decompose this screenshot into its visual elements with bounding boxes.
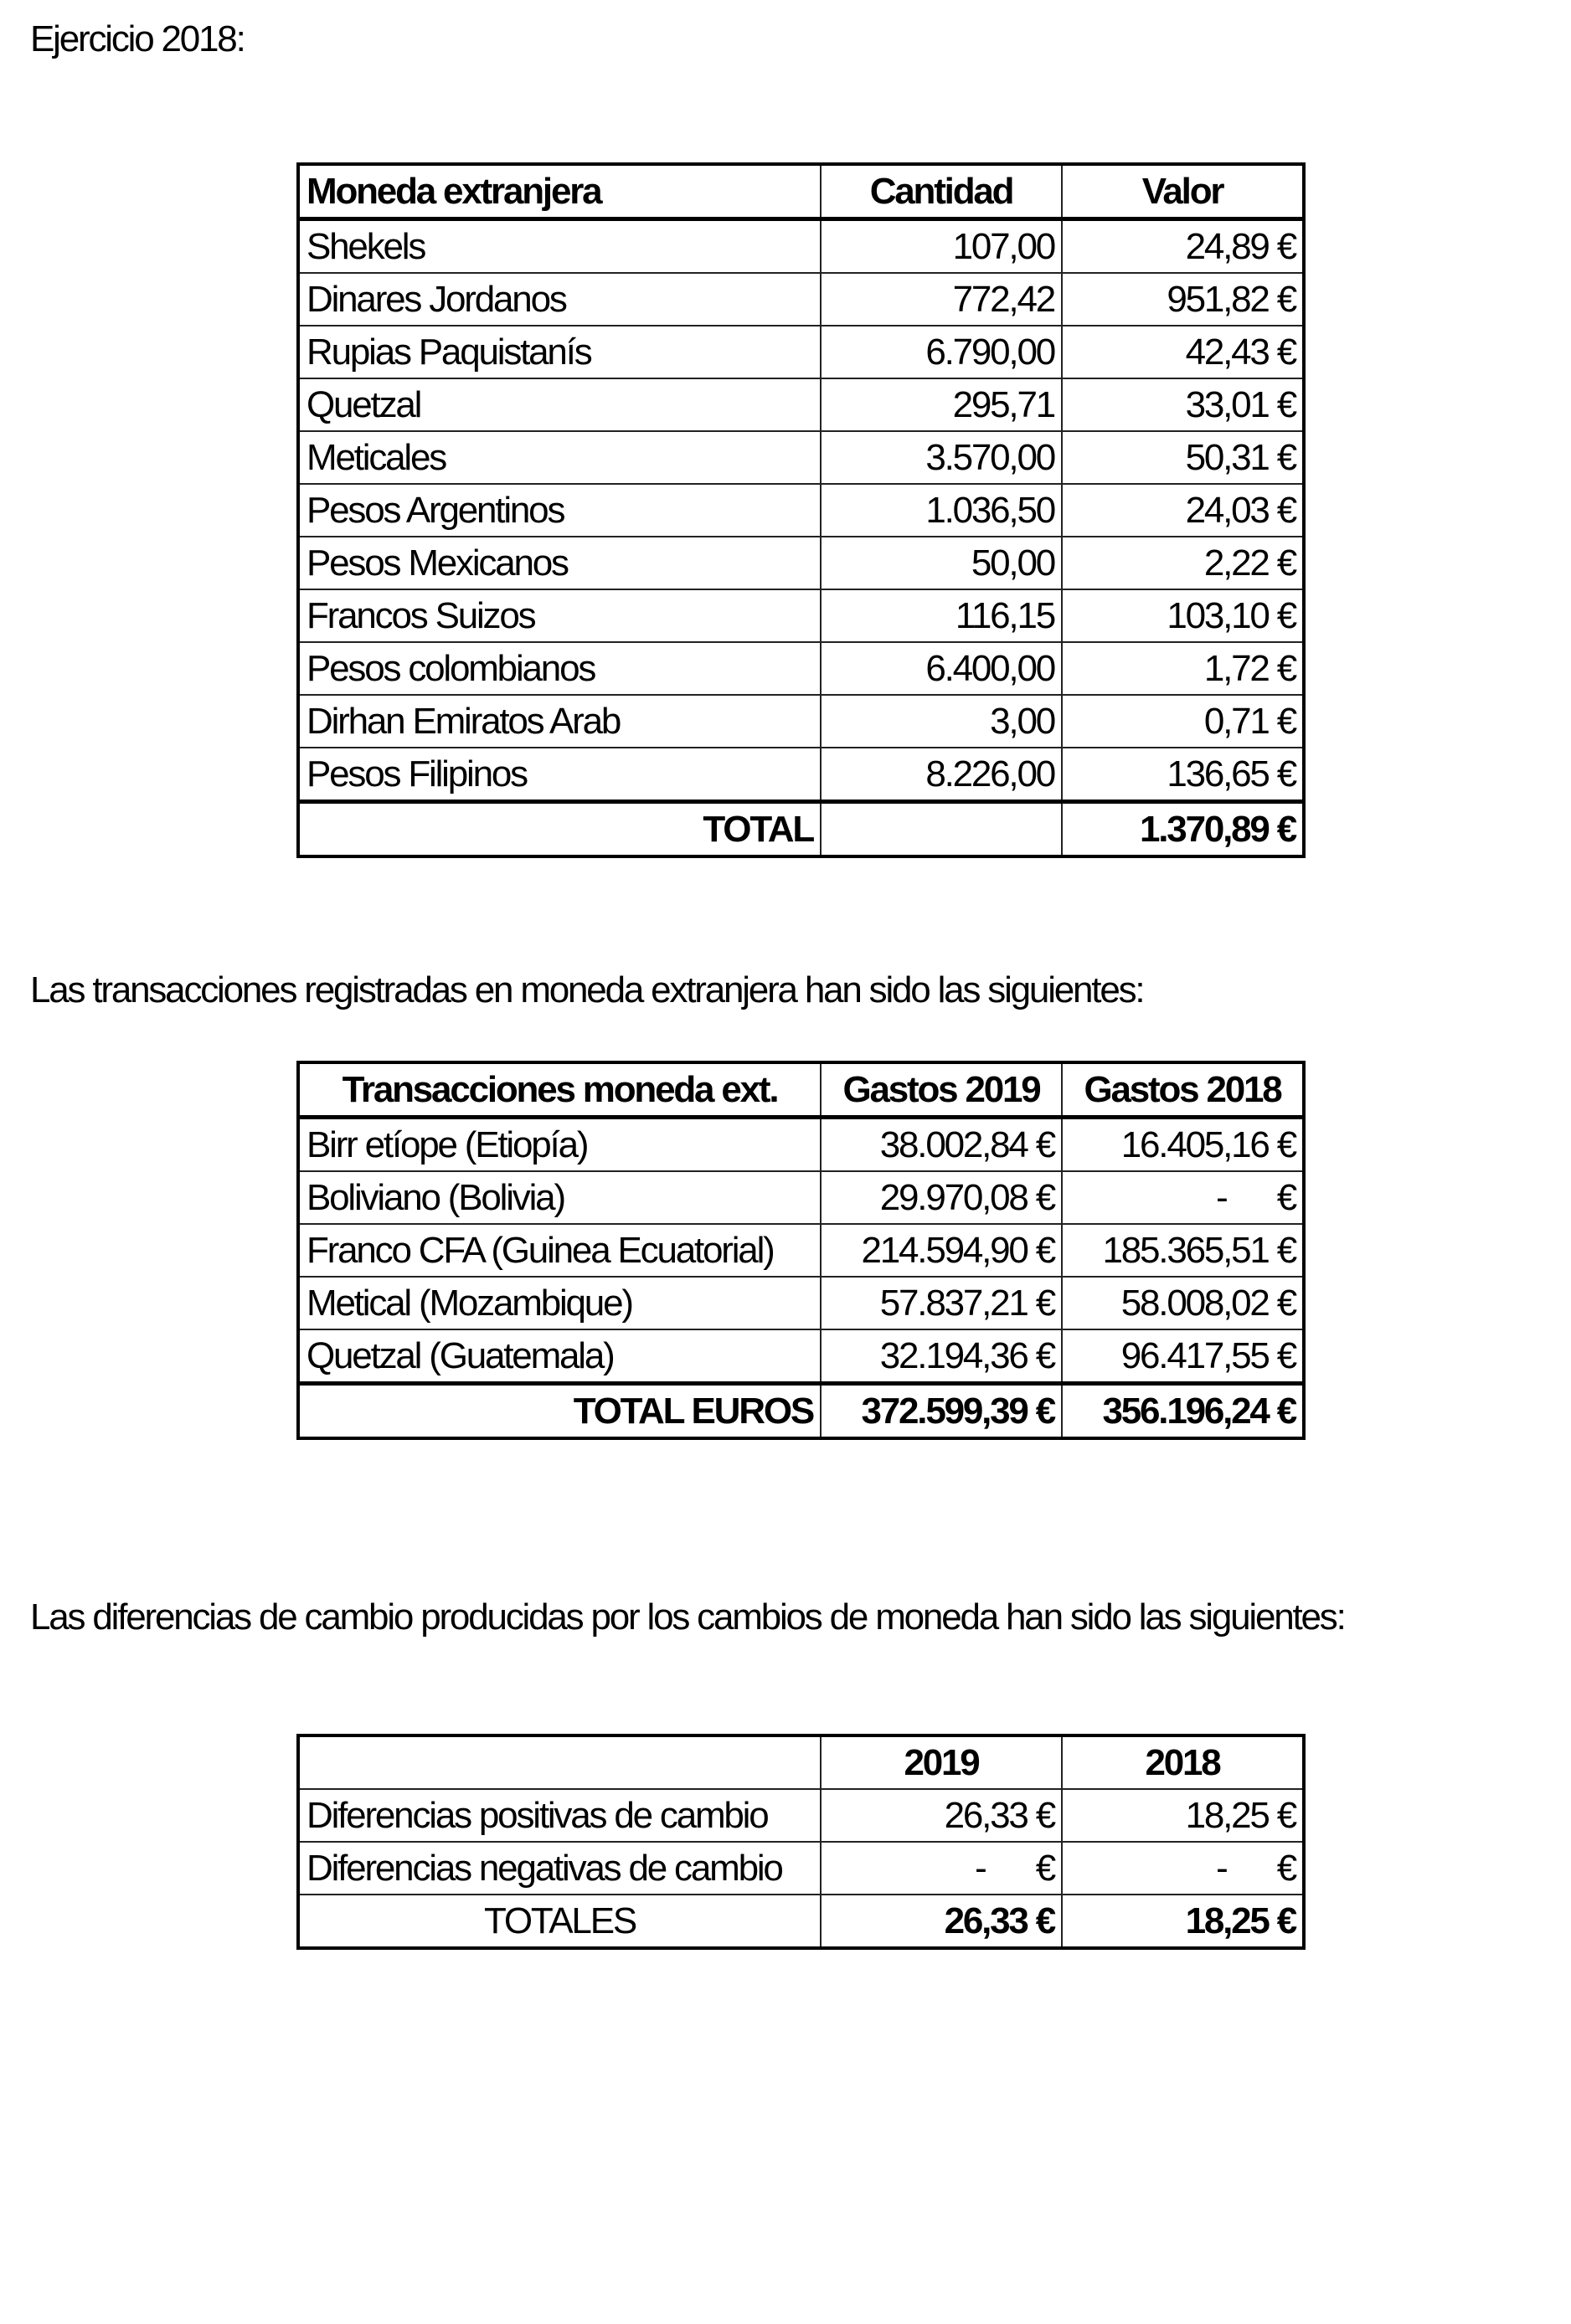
row-label: Pesos Argentinos bbox=[298, 484, 821, 537]
total-value: 1.370,89 € bbox=[1062, 802, 1304, 857]
row-label: Dinares Jordanos bbox=[298, 273, 821, 326]
row-value: 103,10 € bbox=[1062, 589, 1304, 642]
row-label: Diferencias positivas de cambio bbox=[298, 1789, 821, 1842]
row-value: 6.790,00 bbox=[821, 326, 1062, 378]
row-label: Pesos Filipinos bbox=[298, 748, 821, 802]
table-row bbox=[298, 748, 1304, 802]
row-label: Quetzal (Guatemala) bbox=[298, 1329, 821, 1384]
row-value: 0,71 € bbox=[1062, 695, 1304, 748]
header-valor: Valor bbox=[1062, 164, 1304, 219]
row-label: Metical (Mozambique) bbox=[298, 1277, 821, 1329]
table-row bbox=[298, 1118, 1304, 1172]
header-gastos-2019: Gastos 2019 bbox=[821, 1062, 1062, 1118]
row-label: Dirhan Emiratos Arab bbox=[298, 695, 821, 748]
table-row bbox=[298, 1329, 1304, 1384]
table-row bbox=[298, 1277, 1304, 1329]
row-value: 3.570,00 bbox=[821, 431, 1062, 484]
table-row bbox=[298, 589, 1304, 642]
row-value: - € bbox=[821, 1842, 1062, 1895]
row-label: Diferencias negativas de cambio bbox=[298, 1842, 821, 1895]
header-2018: 2018 bbox=[1062, 1735, 1304, 1789]
exchange-differences-intro: Las diferencias de cambio producidas por los cambios de moneda han sido las siguientes: bbox=[30, 1596, 1345, 1638]
row-value: 1,72 € bbox=[1062, 642, 1304, 695]
row-value: - € bbox=[1062, 1842, 1304, 1895]
row-value: 116,15 bbox=[821, 589, 1062, 642]
row-value: 6.400,00 bbox=[821, 642, 1062, 695]
total-label: TOTAL EUROS bbox=[298, 1384, 821, 1439]
row-value: 58.008,02 € bbox=[1062, 1277, 1304, 1329]
row-value: 33,01 € bbox=[1062, 378, 1304, 431]
table-row bbox=[298, 537, 1304, 589]
table-row bbox=[298, 484, 1304, 537]
row-value: 214.594,90 € bbox=[821, 1224, 1062, 1277]
total-empty bbox=[821, 802, 1062, 857]
row-value: 185.365,51 € bbox=[1062, 1224, 1304, 1277]
transactions-table bbox=[296, 1061, 1306, 1440]
row-value: 3,00 bbox=[821, 695, 1062, 748]
row-value: 2,22 € bbox=[1062, 537, 1304, 589]
row-value: 295,71 bbox=[821, 378, 1062, 431]
total-2018: 18,25 € bbox=[1062, 1895, 1304, 1948]
row-value: 772,42 bbox=[821, 273, 1062, 326]
row-label: Shekels bbox=[298, 219, 821, 274]
row-value: 57.837,21 € bbox=[821, 1277, 1062, 1329]
total-row bbox=[298, 1384, 1304, 1439]
table-row bbox=[298, 378, 1304, 431]
header-transacciones: Transacciones moneda ext. bbox=[298, 1062, 821, 1118]
row-label: Boliviano (Bolivia) bbox=[298, 1171, 821, 1224]
total-label: TOTALES bbox=[298, 1895, 821, 1948]
table-row bbox=[298, 1171, 1304, 1224]
total-2019: 372.599,39 € bbox=[821, 1384, 1062, 1439]
row-value: 50,31 € bbox=[1062, 431, 1304, 484]
row-value: 16.405,16 € bbox=[1062, 1118, 1304, 1172]
total-row bbox=[298, 802, 1304, 857]
table-row bbox=[298, 431, 1304, 484]
table-row bbox=[298, 1842, 1304, 1895]
row-value: 8.226,00 bbox=[821, 748, 1062, 802]
exchange-differences-table bbox=[296, 1734, 1306, 1950]
row-value: 32.194,36 € bbox=[821, 1329, 1062, 1384]
row-value: 1.036,50 bbox=[821, 484, 1062, 537]
transactions-intro: Las transacciones registradas en moneda extranjera han sido las siguientes: bbox=[30, 969, 1144, 1010]
table-header-row bbox=[298, 1062, 1304, 1118]
table-row bbox=[298, 642, 1304, 695]
table-row bbox=[298, 219, 1304, 274]
table-header-row bbox=[298, 164, 1304, 219]
row-label: Francos Suizos bbox=[298, 589, 821, 642]
header-gastos-2018: Gastos 2018 bbox=[1062, 1062, 1304, 1118]
row-label: Quetzal bbox=[298, 378, 821, 431]
row-label: Pesos Mexicanos bbox=[298, 537, 821, 589]
row-label: Birr etíope (Etiopía) bbox=[298, 1118, 821, 1172]
row-label: Rupias Paquistanís bbox=[298, 326, 821, 378]
row-value: 136,65 € bbox=[1062, 748, 1304, 802]
table-row bbox=[298, 1224, 1304, 1277]
row-label: Pesos colombianos bbox=[298, 642, 821, 695]
total-label: TOTAL bbox=[298, 802, 821, 857]
table-row bbox=[298, 695, 1304, 748]
row-value: 96.417,55 € bbox=[1062, 1329, 1304, 1384]
header-empty bbox=[298, 1735, 821, 1789]
header-moneda: Moneda extranjera bbox=[298, 164, 821, 219]
row-value: - € bbox=[1062, 1171, 1304, 1224]
table-row bbox=[298, 1789, 1304, 1842]
row-label: Franco CFA (Guinea Ecuatorial) bbox=[298, 1224, 821, 1277]
row-label: Meticales bbox=[298, 431, 821, 484]
row-value: 26,33 € bbox=[821, 1789, 1062, 1842]
row-value: 18,25 € bbox=[1062, 1789, 1304, 1842]
row-value: 107,00 bbox=[821, 219, 1062, 274]
row-value: 42,43 € bbox=[1062, 326, 1304, 378]
total-2018: 356.196,24 € bbox=[1062, 1384, 1304, 1439]
header-2019: 2019 bbox=[821, 1735, 1062, 1789]
intro-heading: Ejercicio 2018: bbox=[30, 18, 245, 59]
row-value: 951,82 € bbox=[1062, 273, 1304, 326]
total-2019: 26,33 € bbox=[821, 1895, 1062, 1948]
table-row bbox=[298, 273, 1304, 326]
row-value: 24,89 € bbox=[1062, 219, 1304, 274]
row-value: 29.970,08 € bbox=[821, 1171, 1062, 1224]
header-cantidad: Cantidad bbox=[821, 164, 1062, 219]
table-header-row bbox=[298, 1735, 1304, 1789]
row-value: 24,03 € bbox=[1062, 484, 1304, 537]
table-row bbox=[298, 326, 1304, 378]
row-value: 50,00 bbox=[821, 537, 1062, 589]
row-value: 38.002,84 € bbox=[821, 1118, 1062, 1172]
foreign-currency-table bbox=[296, 162, 1306, 858]
total-row bbox=[298, 1895, 1304, 1948]
